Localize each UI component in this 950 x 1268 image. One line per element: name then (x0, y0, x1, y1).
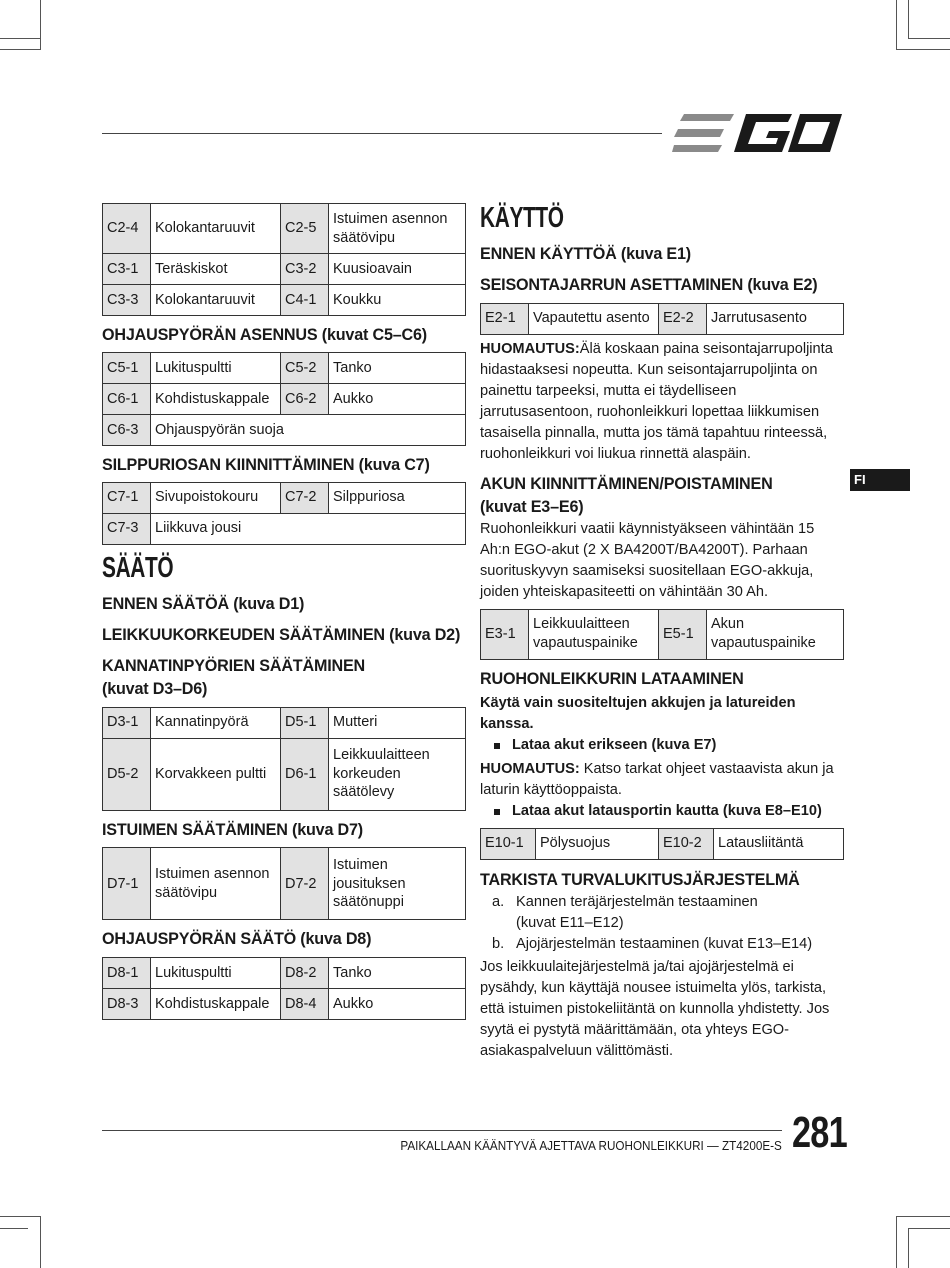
part-label: Vapautettu asento (529, 303, 659, 334)
part-label: Leikkuulaitteen korkeuden säätölevy (329, 738, 466, 810)
parts-table-e2 (480, 303, 844, 335)
part-label: Tanko (329, 958, 466, 989)
list-item (480, 934, 844, 955)
note-paragraph (480, 339, 844, 465)
footer-rule (102, 1130, 782, 1131)
note-paragraph (480, 759, 844, 801)
part-label: Kannatinpyörä (151, 707, 281, 738)
table-row (103, 707, 466, 738)
part-code: C3-3 (103, 285, 151, 316)
part-label: Teräskiskot (151, 254, 281, 285)
language-tab: FI (850, 469, 910, 491)
parts-table-e10 (480, 828, 844, 860)
part-label: Jarrutusasento (707, 303, 844, 334)
chapter-heading: KÄYTTÖ (480, 202, 564, 234)
list-item: Lataa akut erikseen (kuva E7) (480, 735, 844, 756)
note-text: Älä koskaan paina seisontajarrupoljinta hidastaaksesi nopeutta. Kun seisontajarrupoljinta on painettu tarpeeksi, mutta ei täydelliseen jarrutusasentoon, ruohonleikkuri lopettaa liikkumisen tasaisella pinnalla, mutta jos tämä tapahtuu rinteessä, ruohonleikkuri voi liukua rinnettä alaspäin. (480, 340, 833, 462)
part-code: C2-4 (103, 204, 151, 254)
section-heading: OHJAUSPYÖRÄN SÄÄTÖ (kuva D8) (102, 929, 372, 949)
crop-mark (0, 1216, 40, 1217)
part-label: Istuimen asennon säätövipu (329, 204, 466, 254)
section-heading: SILPPURIOSAN KIINNITTÄMINEN (kuva C7) (102, 454, 430, 474)
part-label: Latausliitäntä (714, 828, 844, 859)
crop-mark (908, 1228, 909, 1268)
note-label: HUOMAUTUS: (480, 340, 580, 357)
part-label: Korvakkeen pultti (151, 738, 281, 810)
section-heading: AKUN KIINNITTÄMINEN/POISTAMINEN (480, 473, 773, 493)
list-text: (kuvat E11–E12) (516, 914, 624, 931)
section-heading: RUOHONLEIKKURIN LATAAMINEN (480, 668, 744, 688)
part-code: D8-4 (281, 989, 329, 1020)
part-code: C4-1 (281, 285, 329, 316)
part-label: Lukituspultti (151, 352, 281, 383)
section-heading: LEIKKUUKORKEUDEN SÄÄTÄMINEN (kuva D2) (102, 624, 461, 644)
list-item: Lataa akut latausportin kautta (kuva E8–E10) (480, 801, 844, 822)
table-row (481, 828, 844, 859)
section-heading: OHJAUSPYÖRÄN ASENNUS (kuvat C5–C6) (102, 325, 427, 344)
section-heading: (kuvat E3–E6) (480, 496, 584, 516)
parts-table-e3 (480, 609, 844, 660)
bullet-list (480, 735, 844, 756)
part-label: Istuimen jousituksen säätönuppi (329, 848, 466, 920)
part-label: Mutteri (329, 707, 466, 738)
table-row (103, 414, 466, 445)
section-heading: (kuvat D3–D6) (102, 678, 208, 698)
crop-mark (908, 0, 909, 38)
part-label: Kuusioavain (329, 254, 466, 285)
part-code: E2-1 (481, 303, 529, 334)
list-marker: a. (492, 893, 505, 910)
parts-table-d8 (102, 957, 466, 1020)
part-code: D5-2 (103, 738, 151, 810)
right-column (480, 203, 844, 1062)
section-heading: ENNEN KÄYTTÖÄ (kuva E1) (480, 243, 692, 263)
part-label: Istuimen asennon säätövipu (151, 848, 281, 920)
part-label: Pölysuojus (536, 828, 659, 859)
table-row (481, 303, 844, 334)
part-code: C3-2 (281, 254, 329, 285)
crop-mark (908, 38, 950, 39)
crop-mark (896, 0, 897, 50)
part-code: D7-1 (103, 848, 151, 920)
part-code: E10-2 (659, 828, 714, 859)
crop-mark (0, 1228, 28, 1229)
part-label: Leikkuulaitteen vapautuspainike (529, 609, 659, 659)
part-label: Koukku (329, 285, 466, 316)
part-code: E2-2 (659, 303, 707, 334)
part-code: D8-1 (103, 958, 151, 989)
footer-text: PAIKALLAAN KÄÄNTYVÄ AJETTAVA RUOHONLEIKKURI — ZT4200E-S (400, 1138, 782, 1153)
table-row (103, 738, 466, 810)
section-heading: KANNATINPYÖRIEN SÄÄTÄMINEN (102, 655, 366, 675)
parts-table-c (102, 203, 466, 316)
crop-mark (40, 0, 41, 50)
part-label: Kolokantaruuvit (151, 285, 281, 316)
table-row (103, 285, 466, 316)
crop-mark (0, 38, 40, 39)
left-column (102, 203, 466, 1020)
part-label: Kolokantaruuvit (151, 204, 281, 254)
crop-mark (908, 1228, 950, 1229)
part-code: D7-2 (281, 848, 329, 920)
part-code: C7-1 (103, 482, 151, 513)
table-row (103, 204, 466, 254)
table-row (103, 254, 466, 285)
part-code: E3-1 (481, 609, 529, 659)
chapter-heading: SÄÄTÖ (102, 551, 174, 584)
list-marker: b. (492, 935, 505, 952)
part-code: C5-1 (103, 352, 151, 383)
part-code: C2-5 (281, 204, 329, 254)
section-heading: ENNEN SÄÄTÖÄ (kuva D1) (102, 593, 305, 613)
part-code: E10-1 (481, 828, 536, 859)
part-code: C7-3 (103, 513, 151, 544)
alpha-list (480, 892, 844, 955)
list-item (480, 892, 844, 934)
part-code: C3-1 (103, 254, 151, 285)
part-label: Sivupoistokouru (151, 482, 281, 513)
part-label: Aukko (329, 989, 466, 1020)
table-row (103, 383, 466, 414)
crop-mark (0, 49, 40, 50)
part-code: D8-2 (281, 958, 329, 989)
table-row (103, 352, 466, 383)
crop-mark (896, 1216, 897, 1268)
table-row (481, 609, 844, 659)
part-code: C6-1 (103, 383, 151, 414)
table-row (103, 989, 466, 1020)
crop-mark (896, 49, 950, 50)
table-row (103, 482, 466, 513)
part-code: E5-1 (659, 609, 707, 659)
crop-mark (40, 1216, 41, 1268)
part-label: Liikkuva jousi (151, 513, 466, 544)
part-label: Lukituspultti (151, 958, 281, 989)
bullet-list (480, 801, 844, 822)
list-text: Ajojärjestelmän testaaminen (kuvat E13–E14) (516, 935, 813, 952)
part-code: C7-2 (281, 482, 329, 513)
body-paragraph: Jos leikkuulaitejärjestelmä ja/tai ajojärjestelmä ei pysähdy, kun käyttäjä nousee istuimelta ylös, tarkista, että istuimen pistokeliitäntä on kunnolla yhdistetty. Jos syytä ei pystytä määrittämään, ota yhteys EGO-asiakaspalveluun välittömästi. (480, 958, 830, 1059)
part-label: Akun vapautuspainike (707, 609, 844, 659)
bold-paragraph: Käytä vain suositeltujen akkujen ja latureiden kanssa. (480, 694, 796, 732)
parts-table-d7 (102, 847, 466, 920)
header-rule (102, 133, 662, 134)
parts-table-c5 (102, 352, 466, 446)
page-number: 281 (792, 1108, 847, 1157)
part-label: Ohjauspyörän suoja (151, 414, 466, 445)
crop-mark (896, 1216, 950, 1217)
section-heading: SEISONTAJARRUN ASETTAMINEN (kuva E2) (480, 274, 818, 294)
table-row (103, 958, 466, 989)
part-label: Kohdistuskappale (151, 989, 281, 1020)
section-heading: ISTUIMEN SÄÄTÄMINEN (kuva D7) (102, 819, 363, 839)
part-code: D3-1 (103, 707, 151, 738)
list-text: Kannen teräjärjestelmän testaaminen (516, 893, 758, 910)
part-code: C6-3 (103, 414, 151, 445)
part-code: D8-3 (103, 989, 151, 1020)
part-code: D5-1 (281, 707, 329, 738)
parts-table-d3 (102, 707, 466, 811)
parts-table-c7 (102, 482, 466, 545)
part-label: Tanko (329, 352, 466, 383)
table-row (103, 513, 466, 544)
part-code: C6-2 (281, 383, 329, 414)
part-label: Kohdistuskappale (151, 383, 281, 414)
note-text: Katso tarkat ohjeet vastaavista akun ja laturin käyttöoppaista. (480, 760, 834, 798)
section-heading: TARKISTA TURVALUKITUSJÄRJESTELMÄ (480, 869, 800, 889)
body-paragraph: Ruohonleikkuri vaatii käynnistyäkseen vähintään 15 Ah:n EGO-akut (2 X BA4200T/BA4200T). Parhaan suorituskyvyn saamiseksi suositellaan EGO-akkuja, joiden yhteiskapasiteetti on vähintään 30 Ah. (480, 520, 815, 600)
part-label: Silppuriosa (329, 482, 466, 513)
part-code: C5-2 (281, 352, 329, 383)
ego-logo (672, 112, 844, 154)
part-label: Aukko (329, 383, 466, 414)
note-label: HUOMAUTUS: (480, 760, 580, 777)
table-row (103, 848, 466, 920)
part-code: D6-1 (281, 738, 329, 810)
